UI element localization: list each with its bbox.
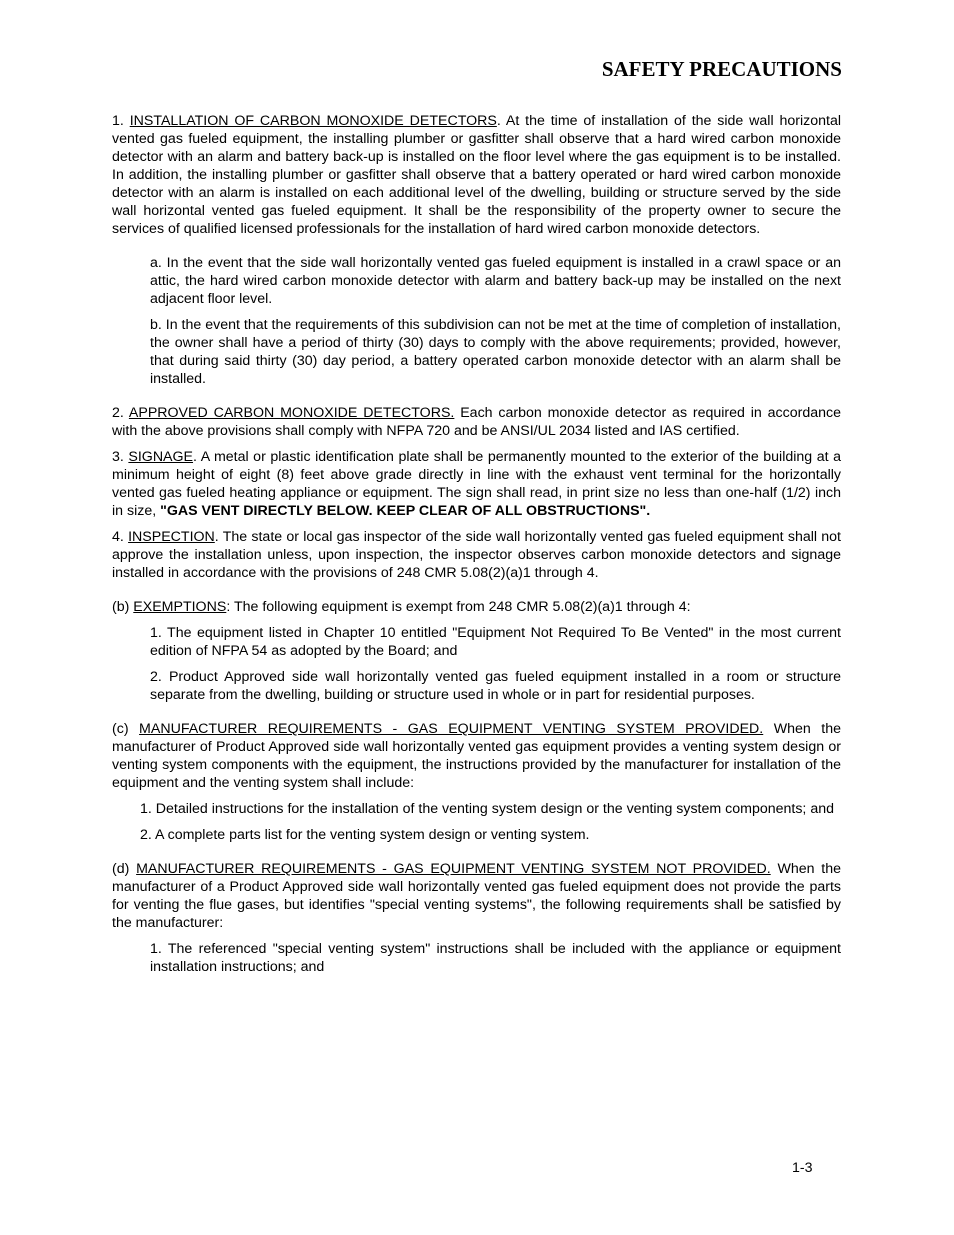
paragraph-b1: 1. The equipment listed in Chapter 10 entitled "Equipment Not Required To Be Vented" in the most current edition of NFPA 54 as adopted by the Board; and	[150, 625, 841, 659]
section-heading: MANUFACTURER REQUIREMENTS - GAS EQUIPMENT VENTING SYSTEM PROVIDED.	[139, 721, 764, 737]
paragraph-1a: a. In the event that the side wall horizontally vented gas fueled equipment is installed in a crawl space or an attic, the hard wired carbon monoxide detector with alarm and battery back-up may be installed on the next adjacent floor level.	[150, 255, 841, 307]
paragraph-1	[112, 112, 841, 238]
item-number: (d)	[112, 861, 137, 877]
section-heading: APPROVED CARBON MONOXIDE DETECTORS.	[128, 405, 455, 421]
paragraph-c2: 2. A complete parts list for the venting system design or venting system.	[140, 827, 590, 843]
paragraph-4	[112, 528, 841, 582]
paragraph-text: When the manufacturer of a Product Approved side wall horizontally vented gas fueled equipment does not provide the parts for venting the flue gases, but identifies "special venting systems", the following requirements shall be satisfied by the manufacturer:	[112, 861, 842, 931]
item-number: 4.	[112, 529, 129, 545]
paragraph-text: . At the time of installation of the side wall horizontal vented gas fueled equipment, the installing plumber or gasfitter shall observe that a hard wired carbon monoxide detector with an alarm and battery back-up is installed on the floor level where the gas equipment is to be installed. In addition, the installing plumber or gasfitter shall observe that a battery operated or hard wired carbon monoxide detector with an alarm is installed on each additional level of the dwelling, building or structure served by the side wall horizontal vented gas fueled equipment. It shall be the responsibility of the property owner to secure the services of qualified licensed professionals for the installation of hard wired carbon monoxide detectors.	[112, 113, 841, 237]
page-number: 1-3	[792, 1160, 813, 1176]
section-heading: SIGNAGE	[128, 449, 194, 465]
item-number: 3.	[112, 449, 129, 465]
item-number: (b)	[112, 599, 134, 615]
section-heading: EXEMPTIONS	[133, 599, 227, 615]
paragraph-text: Each carbon monoxide detector as required in accordance with the above provisions shall comply with NFPA 720 and be ANSI/UL 2034 listed and IAS certified.	[112, 405, 841, 439]
paragraph-2	[112, 404, 841, 440]
paragraph-text: . The state or local gas inspector of the side wall horizontally vented gas fueled equipment shall not approve the installation unless, upon inspection, the inspector observes carbon monoxide detectors and signage installed in accordance with the provisions of 248 CMR 5.08(2)(a)1 through 4.	[112, 529, 842, 581]
paragraph-b	[112, 598, 841, 616]
paragraph-3	[112, 448, 841, 520]
paragraph-text: : The following equipment is exempt from 248 CMR 5.08(2)(a)1 through 4:	[226, 599, 691, 615]
paragraph-d	[112, 860, 841, 932]
paragraph-b2: 2. Product Approved side wall horizontally vented gas fueled equipment installed in a room or structure separate from the dwelling, building or structure used in whole or in part for residential purposes.	[150, 669, 841, 703]
item-number: 1.	[112, 113, 130, 129]
item-number: 2.	[112, 405, 129, 421]
paragraph-text: . A metal or plastic identification plate shall be permanently mounted to the exterior of the building at a minimum height of eight (8) feet above grade directly in line with the exhaust vent terminal for the horizontally vented gas fueled heating appliance or equipment. The sign shall read, in print size no less than one-half (1/2) inch in size,	[112, 449, 841, 519]
section-heading: MANUFACTURER REQUIREMENTS - GAS EQUIPMENT VENTING SYSTEM NOT PROVIDED.	[136, 861, 771, 877]
page-title: SAFETY PRECAUTIONS	[601, 57, 842, 81]
section-heading: INSTALLATION OF CARBON MONOXIDE DETECTORS	[129, 113, 497, 129]
paragraph-d1: 1. The referenced "special venting system" instructions shall be included with the appliance or equipment installation instructions; and	[150, 941, 841, 975]
sign-text: "GAS VENT DIRECTLY BELOW. KEEP CLEAR OF ALL OBSTRUCTIONS".	[160, 503, 651, 519]
paragraph-1b: b. In the event that the requirements of this subdivision can not be met at the time of completion of installation, the owner shall have a period of thirty (30) days to comply with the above requirements; provided, however, that during said thirty (30) day period, a battery operated carbon monoxide detector with an alarm shall be installed.	[150, 317, 841, 387]
paragraph-c1: 1. Detailed instructions for the installation of the venting system design or the venting system components; and	[140, 801, 834, 817]
item-number: (c)	[112, 721, 140, 737]
paragraph-text: When the manufacturer of Product Approved side wall horizontally vented gas equipment provides a venting system design or venting system components with the equipment, the instructions provided by the manufacturer for installation of the equipment and the venting system shall include:	[112, 721, 841, 791]
document-body	[112, 112, 841, 976]
section-heading: INSPECTION	[128, 529, 215, 545]
paragraph-c	[112, 720, 841, 792]
